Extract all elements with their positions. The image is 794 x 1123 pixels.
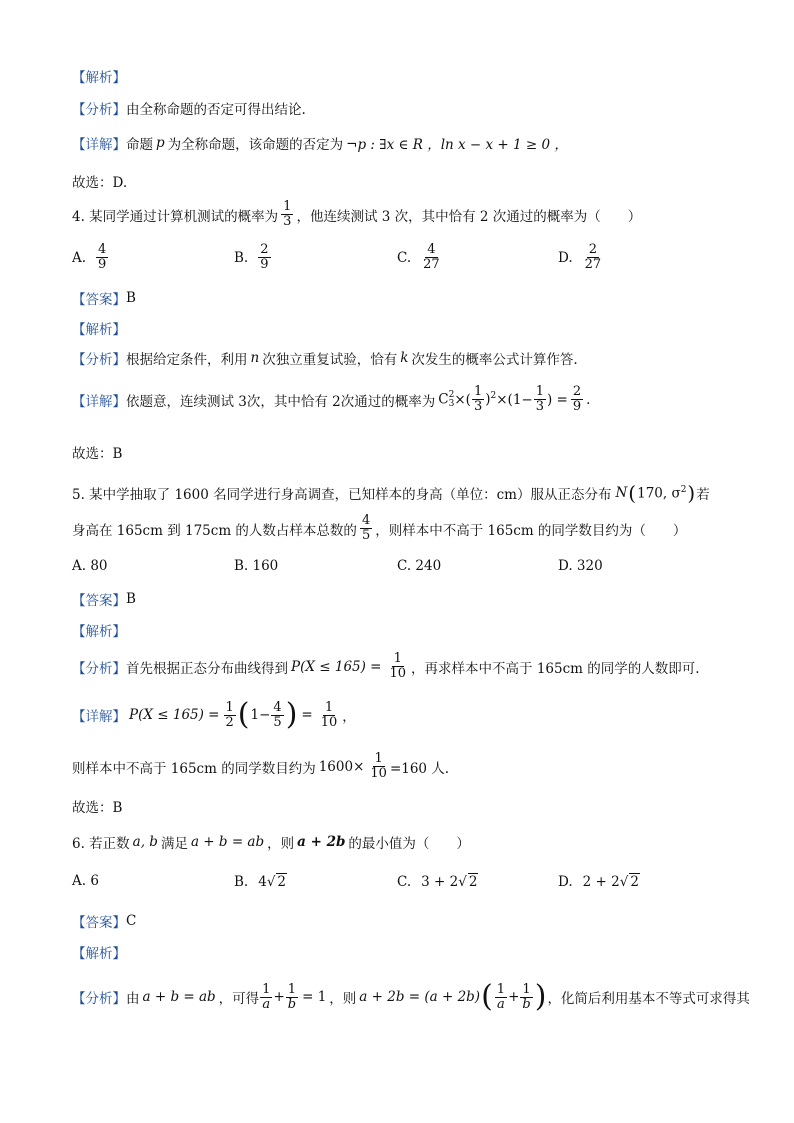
sqrt-icon: √ [619,873,629,890]
detail-text-b: 为全称命题，该命题的否定为 [167,137,344,153]
q5-detail: 【详解】 P(X ≤ 165) = $\frac{1}{2}$ ( 1− $\frac{4}{5}$ ) = $\frac{1}{10}$ ， [72,697,356,732]
analysis-line [72,98,306,118]
q6-option-d: D. 2 + 2 √ 2 [558,873,639,890]
q6-option-a: A. 6 [72,873,99,889]
q5-answer: 【答案】 B [72,591,136,609]
tag-daan: 【答案】 [72,292,126,308]
q4-text-a: 4. 某同学通过计算机测试的概率为 [72,208,279,225]
q4-analysis: 【分析】 根据给定条件，利用 n 次独立重复试验，恰有 k 次发生的概率公式计算作答. [72,350,578,368]
q4-detail: 【详解】 依题意，连续测试 3次，其中恰有 2次通过的概率为 C 2 3 ×( $\frac{1}{3}$ )$^2$ ×(1− $\frac{1}{3}$ ) = $\frac{2}{9}$ . [72,384,591,414]
q4-jiexi: 【解析】 [72,322,126,338]
q5-option-b: B. 160 [234,558,279,574]
q4-option-a: A. $\frac{4}{9}$ [72,242,107,272]
detail-p: p [156,135,165,151]
tag-jiexi: 【解析】 [72,70,126,86]
q5-jiexi: 【解析】 [72,624,126,640]
tag-xiangjie: 【详解】 [72,137,126,153]
question-4 [72,200,641,229]
q5-analysis: 【分析】 首先根据正态分布曲线得到 P(X ≤ 165) = $\frac{1}{10}$ ，再求样本中不高于 165cm 的同学的人数即可. [72,651,700,681]
select-line [72,171,127,191]
analysis-heading [72,66,126,86]
detail-text-a: 命题 [126,137,153,153]
q4-select: 故选：B [72,446,123,462]
q4-option-d: D. $\frac{2}{27}$ [558,242,602,272]
q4-option-c: C. $\frac{4}{27}$ [397,242,440,272]
q5-select: 故选：B [72,800,123,816]
q5-option-d: D. 320 [558,558,603,574]
q4-fraction: $\frac{1}{3}$ [283,199,292,229]
question-6: 6. 若正数 a, b 满足 a + b = ab ，则 a + 2b 的最小值为（ ） [72,834,470,852]
q5-result: 则样本中不高于 165cm 的同学数目约为 1600× $\frac{1}{10}$ =160 人. [72,751,450,781]
q6-jiexi: 【解析】 [72,946,126,962]
tag-fenxi: 【分析】 [72,102,126,118]
q5-option-a: A. 80 [72,558,108,574]
question-5-line2: 身高在 165cm 到 175cm 的人数占样本总数的 $\frac{4}{5}$ ，则样本中不高于 165cm 的同学数目约为（ ） [72,513,687,543]
q4-text-b: ，他连续测试 3 次，其中恰有 2 次通过的概率为（ ） [296,208,642,225]
q4-option-b: B. $\frac{2}{9}$ [234,242,269,272]
analysis-text: 由全称命题的否定可得出结论. [126,102,306,118]
detail-math: ¬p : ∃x ∈ R ，ln x − x + 1 ≥ 0 ， [346,137,568,153]
q6-option-c: C. 3 + 2 √ 2 [397,873,478,890]
q5-option-c: C. 240 [397,558,442,574]
sqrt-icon: √ [458,873,467,890]
question-5-line1: 5. 某中学抽取了 1600 名同学进行身高调查，已知样本的身高（单位：cm）服从正态分布 N ( 170, $\sigma^2$ ) 若 [72,481,710,505]
q4-answer: 【答案】 B [72,290,136,308]
q6-answer: 【答案】 C [72,913,137,931]
select-text: 故选：D. [72,175,128,191]
detail-line [72,133,571,153]
q6-analysis: 【分析】 由 a + b = ab ，可得 $\frac{1}{a}$ + $\frac{1}{b}$ = 1 ，则 a + 2b = (a + 2b) ( $\frac{1}{a}$ + $\frac{1}{b}$ ) ，化简后利用基本不等式可求得其 [72,979,750,1014]
sqrt-icon: √ [266,873,276,890]
q6-option-b: B. 4 √ 2 [234,873,287,890]
